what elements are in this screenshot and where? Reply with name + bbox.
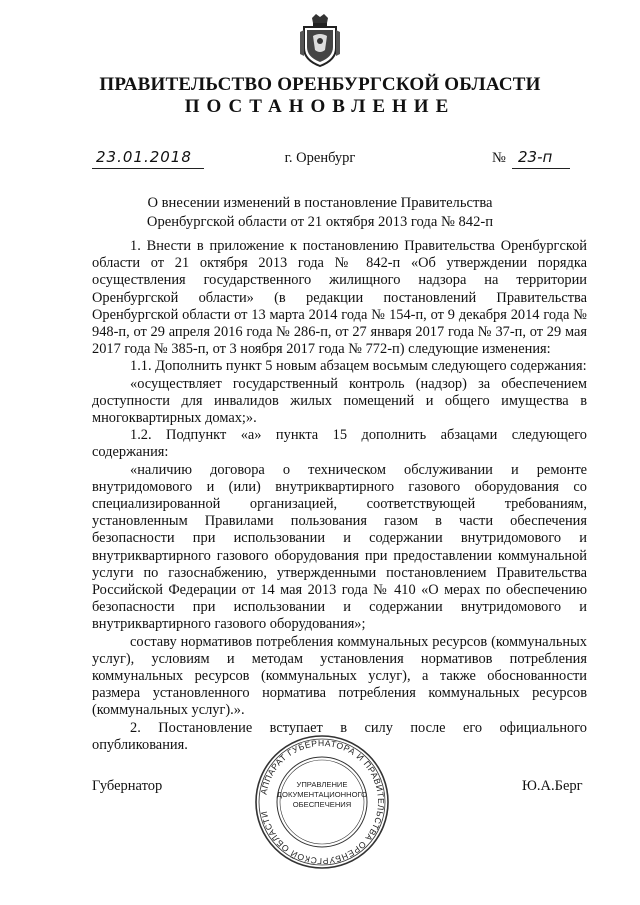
subject-line-2: Оренбургской области от 21 октября 2013 года № 842-п <box>146 214 494 230</box>
date-value: 23.01.2018 <box>96 148 192 166</box>
stamp-center-line-2: ДОКУМЕНТАЦИОННОГО <box>276 790 368 799</box>
signatory-name: Ю.А.Берг <box>522 778 583 794</box>
paragraph-1-2-quote-1: «наличию договора о техническом обслуживании и ремонте внутридомового и (или) внутриквартирного газового оборудования со специализированной организацией, соответствующей требованиям, установленным Правилами пользования газом в части обеспечения безопасности при использовании и содержании внутридомового и внутриквартирного газового оборудования при предоставлении коммунальной услуги по газоснабжению, утвержденными постановлением Правительства Российской Федерации от 14 мая 2013 года № 410 «О мерах по обеспечению безопасности при использовании и содержании внутридомового и внутриквартирного газового оборудования»; <box>92 461 587 633</box>
paragraph-1-2-quote-2: составу нормативов потребления коммунальных ресурсов (коммунальных услуг), условиям и методам установления нормативов потребления коммунальных ресурсов (коммунальных услуг), а также обоснованности размера установленного норматива потребления коммунальных ресурсов (коммунальных услуг).». <box>92 633 587 719</box>
official-stamp <box>254 734 390 870</box>
paragraph-1-1-quote: «осуществляет государственный контроль (надзор) за обеспечением доступности для инвалидов жилых помещений и общего имущества в многоквартирных домах;». <box>92 375 587 427</box>
document-body <box>92 238 587 754</box>
stamp-ring-text: АППАРАТ ГУБЕРНАТОРА И ПРАВИТЕЛЬСТВА ОРЕНБУРГСКОЙ ОБЛАСТИ <box>258 737 387 867</box>
paragraph-1-2: 1.2. Подпункт «а» пункта 15 дополнить абзацами следующего содержания: <box>92 427 587 461</box>
number-sign: № <box>492 150 506 166</box>
stamp-center-line-1: УПРАВЛЕНИЕ <box>296 780 348 789</box>
number-value: 23-п <box>518 148 553 166</box>
stamp-center-line-3: ОБЕСПЕЧЕНИЯ <box>292 800 352 809</box>
document-type-title: ПОСТАНОВЛЕНИЕ <box>184 96 456 117</box>
signatory-title: Губернатор <box>92 778 163 794</box>
paragraph-2: 2. Постановление вступает в силу после его официального опубликования. <box>92 719 587 753</box>
city-label: г. Оренбург <box>284 150 356 166</box>
number-field <box>512 150 570 169</box>
document-subject <box>0 194 640 232</box>
meta-row <box>0 150 640 172</box>
paragraph-1: 1. Внести в приложение к постановлению Правительства Оренбургской области от 21 октября 2013 года № 842-п «Об утверждении порядка осуществления государственного жилищного надзора на территории Оренбургской области» (в редакции постановлений Правительства Оренбургской области от 13 марта 2014 года № 154-п, от 9 декабря 2014 года № 948-п, от 29 апреля 2016 года № 286-п, от 27 января 2017 года № 37-п, от 29 мая 2017 года № 385-п, от 3 ноября 2017 года № 772-п) следующие изменения: <box>92 238 587 358</box>
government-title: ПРАВИТЕЛЬСТВО ОРЕНБУРГСКОЙ ОБЛАСТИ <box>99 74 541 95</box>
stamp-center-text <box>254 780 390 810</box>
coat-of-arms-icon <box>298 12 342 68</box>
paragraph-1-1: 1.1. Дополнить пункт 5 новым абзацем восьмым следующего содержания: <box>130 358 587 375</box>
subject-line-1: О внесении изменений в постановление Правительства <box>147 195 493 211</box>
